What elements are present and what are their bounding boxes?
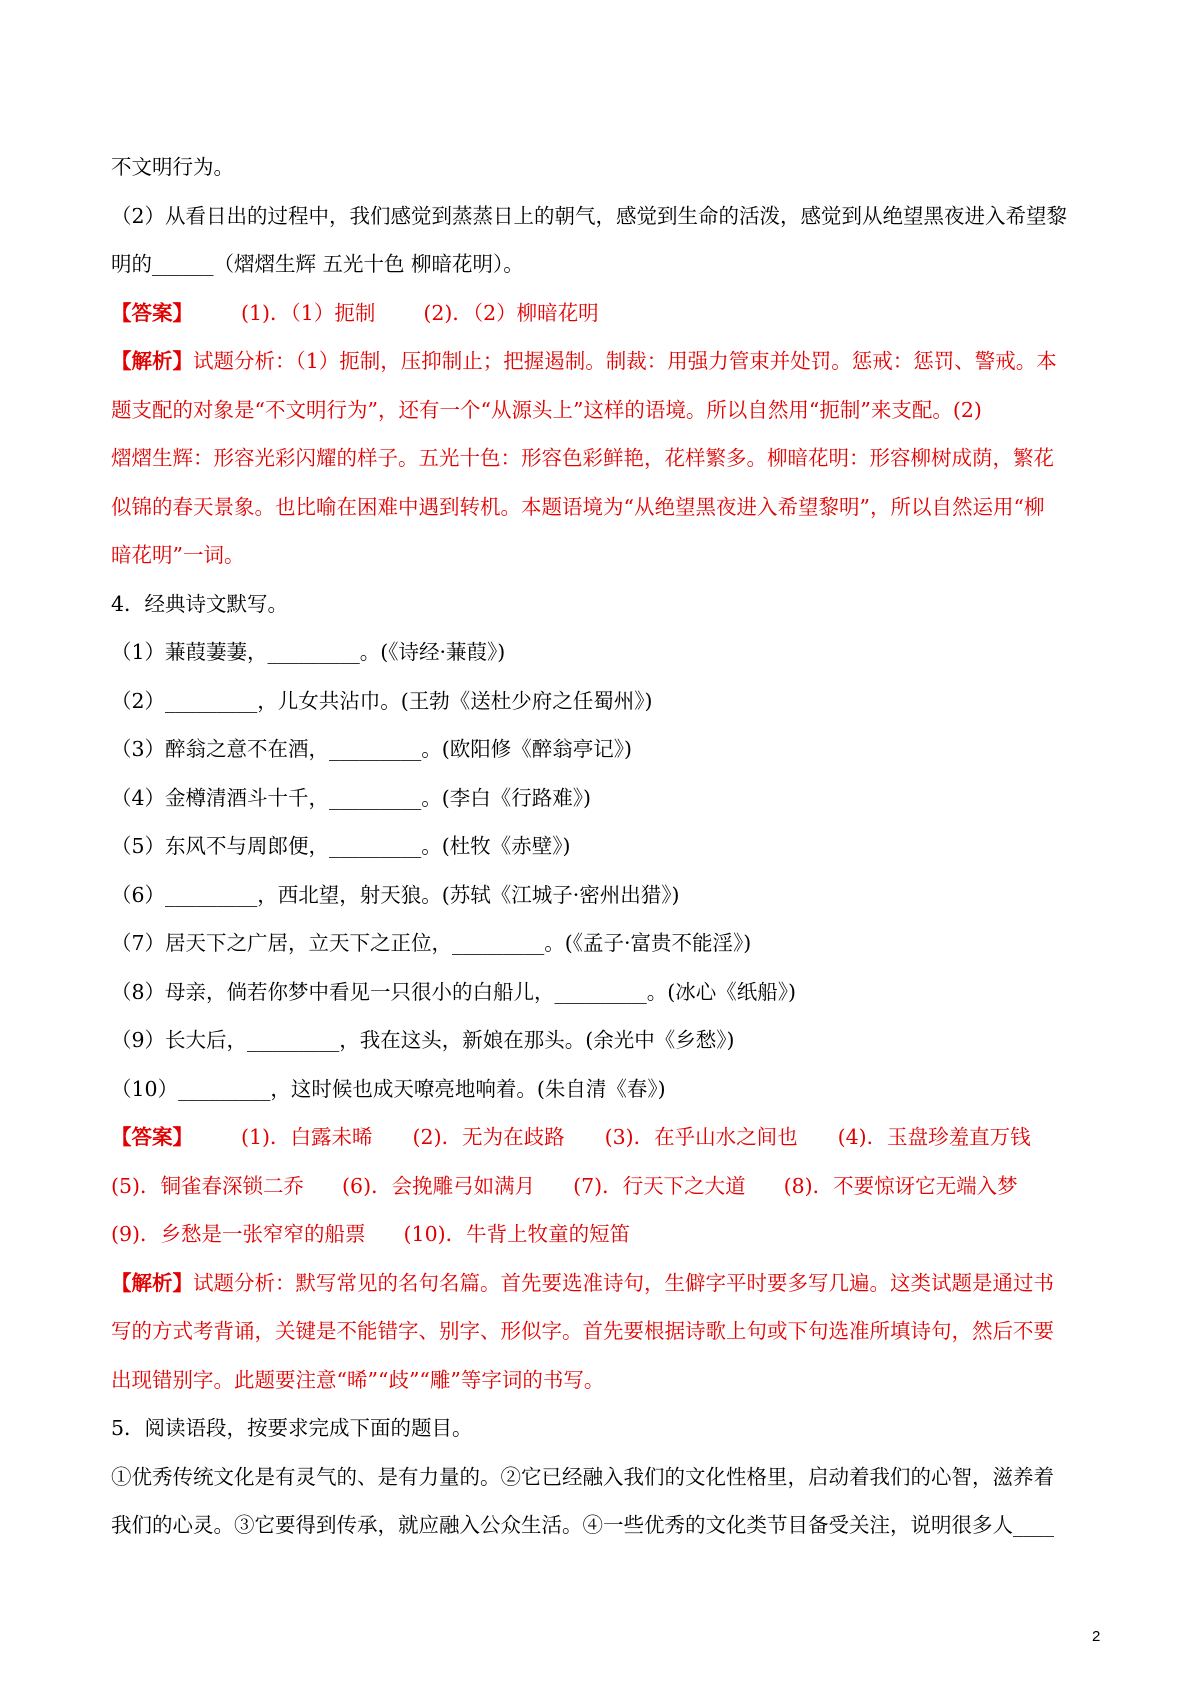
text-line: [111, 628, 1096, 677]
text-segment: 明的______（熠熠生辉 五光十色 柳暗花明）。: [111, 252, 524, 276]
text-segment: （6）_________，西北望，射天狼。(苏轼《江城子·密州出猎》): [111, 882, 680, 907]
text-segment: 4．经典诗文默写。: [111, 591, 289, 616]
text-segment: (7)．行天下之大道: [573, 1173, 746, 1198]
text-line: [111, 1501, 1096, 1550]
text-line: [111, 434, 1096, 483]
text-segment: 5．阅读语段，按要求完成下面的题目。: [111, 1416, 473, 1440]
text-segment: 暗花明”一词。: [111, 543, 245, 567]
text-line: [111, 386, 1096, 435]
text-segment: （4）金樽清酒斗十千，_________。(李白《行路难》): [111, 785, 592, 810]
text-segment: 【答案】: [111, 1125, 193, 1149]
text-segment: （2）_________，儿女共沾巾。(王勃《送杜少府之任蜀州》): [111, 688, 653, 713]
text-segment: (2)．（2）柳暗花明: [423, 300, 599, 325]
text-segment: 我们的心灵。③它要得到传承，就应融入公众生活。④一些优秀的文化类节目备受关注，说明很多人____: [111, 1513, 1054, 1537]
text-segment: 【答案】: [111, 300, 193, 325]
document-body: [111, 143, 1096, 1550]
text-segment: （3）醉翁之意不在酒，_________。(欧阳修《醉翁亭记》): [111, 737, 633, 761]
text-line: [111, 289, 1096, 338]
text-line: [111, 871, 1096, 920]
text-segment: （1）蒹葭萋萋，_________。(《诗经·蒹葭》): [111, 640, 506, 664]
text-line: [111, 1162, 1096, 1211]
text-line: [111, 968, 1096, 1017]
text-segment: (6)．会挽雕弓如满月: [342, 1173, 536, 1198]
text-line: [111, 531, 1096, 580]
text-segment: 【解析】: [111, 1270, 193, 1295]
text-line: [111, 580, 1096, 629]
text-segment: (3)．在乎山水之间也: [604, 1125, 798, 1149]
text-line: [111, 337, 1096, 386]
text-segment: （10）_________，这时候也成天嘹亮地响着。(朱自清《春》): [111, 1076, 666, 1101]
text-line: [111, 1356, 1096, 1405]
text-line: [111, 677, 1096, 726]
text-segment: （5）东风不与周郎便，_________。(杜牧《赤壁》): [111, 834, 571, 858]
text-segment: （8）母亲，倘若你梦中看见一只很小的白船儿，_________。(冰心《纸船》): [111, 979, 797, 1004]
text-line: [111, 483, 1096, 532]
text-segment: 试题分析：（1）扼制，压抑制止；把握遏制。制裁：用强力管束并处罚。惩戒：惩罚、警戒。本: [193, 349, 1057, 373]
text-segment: (2)．无为在歧路: [412, 1125, 565, 1149]
text-line: [111, 725, 1096, 774]
text-line: [111, 774, 1096, 823]
text-line: [111, 143, 1096, 192]
text-segment: 写的方式考背诵，关键是不能错字、别字、形似字。首先要根据诗歌上句或下句选准所填诗句，然后不要: [111, 1319, 1054, 1343]
text-line: [111, 1404, 1096, 1453]
text-segment: (1)．白露未晞: [241, 1125, 373, 1149]
text-segment: （9）长大后，_________，我在这头，新娘在那头。(余光中《乡愁》): [111, 1028, 735, 1052]
text-segment: 题支配的对象是“不文明行为”，还有一个“从源头上”这样的语境。所以自然用“扼制”来支配。(2): [111, 397, 982, 422]
text-line: [111, 919, 1096, 968]
text-segment: 试题分析：默写常见的名句名篇。首先要选准诗句，生僻字平时要多写几遍。这类试题是通过书: [193, 1270, 1054, 1295]
text-segment: (10)．牛背上牧童的短笛: [403, 1222, 631, 1246]
text-segment: （7）居天下之广居，立天下之正位，_________。(《孟子·富贵不能淫》): [111, 931, 752, 955]
text-segment: (5)．铜雀春深锁二乔: [111, 1173, 305, 1198]
text-segment: (4)．玉盘珍羞直万钱: [837, 1125, 1031, 1149]
text-segment: ①优秀传统文化是有灵气的、是有力量的。②它已经融入我们的文化性格里，启动着我们的心智，滋养着: [111, 1464, 1054, 1489]
text-line: [111, 822, 1096, 871]
text-segment: 熠熠生辉：形容光彩闪耀的样子。五光十色：形容色彩鲜艳，花样繁多。柳暗花明：形容柳树成荫，繁花: [111, 446, 1054, 470]
text-line: [111, 1307, 1096, 1356]
text-line: [111, 192, 1096, 241]
text-segment: (8)．不要惊讶它无端入梦: [783, 1173, 1018, 1198]
text-segment: (1)．（1）扼制: [241, 300, 376, 325]
page-number: 2: [1092, 1628, 1101, 1645]
text-line: [111, 1113, 1096, 1162]
text-line: [111, 1016, 1096, 1065]
text-segment: 【解析】: [111, 349, 193, 373]
text-segment: （2）从看日出的过程中，我们感觉到蒸蒸日上的朝气，感觉到生命的活泼，感觉到从绝望黑夜进入希望黎: [111, 203, 1068, 228]
text-segment: (9)．乡愁是一张窄窄的船票: [111, 1222, 366, 1246]
text-segment: 出现错别字。此题要注意“晞”“歧”“雕”等字词的书写。: [111, 1367, 605, 1392]
text-line: [111, 1453, 1096, 1502]
text-line: [111, 1210, 1096, 1259]
text-line: [111, 1065, 1096, 1114]
text-line: [111, 1259, 1096, 1308]
text-segment: 不文明行为。: [111, 155, 234, 179]
text-line: [111, 240, 1096, 289]
text-segment: 似锦的春天景象。也比喻在困难中遇到转机。本题语境为“从绝望黑夜进入希望黎明”，所以自然运用“柳: [111, 494, 1045, 519]
